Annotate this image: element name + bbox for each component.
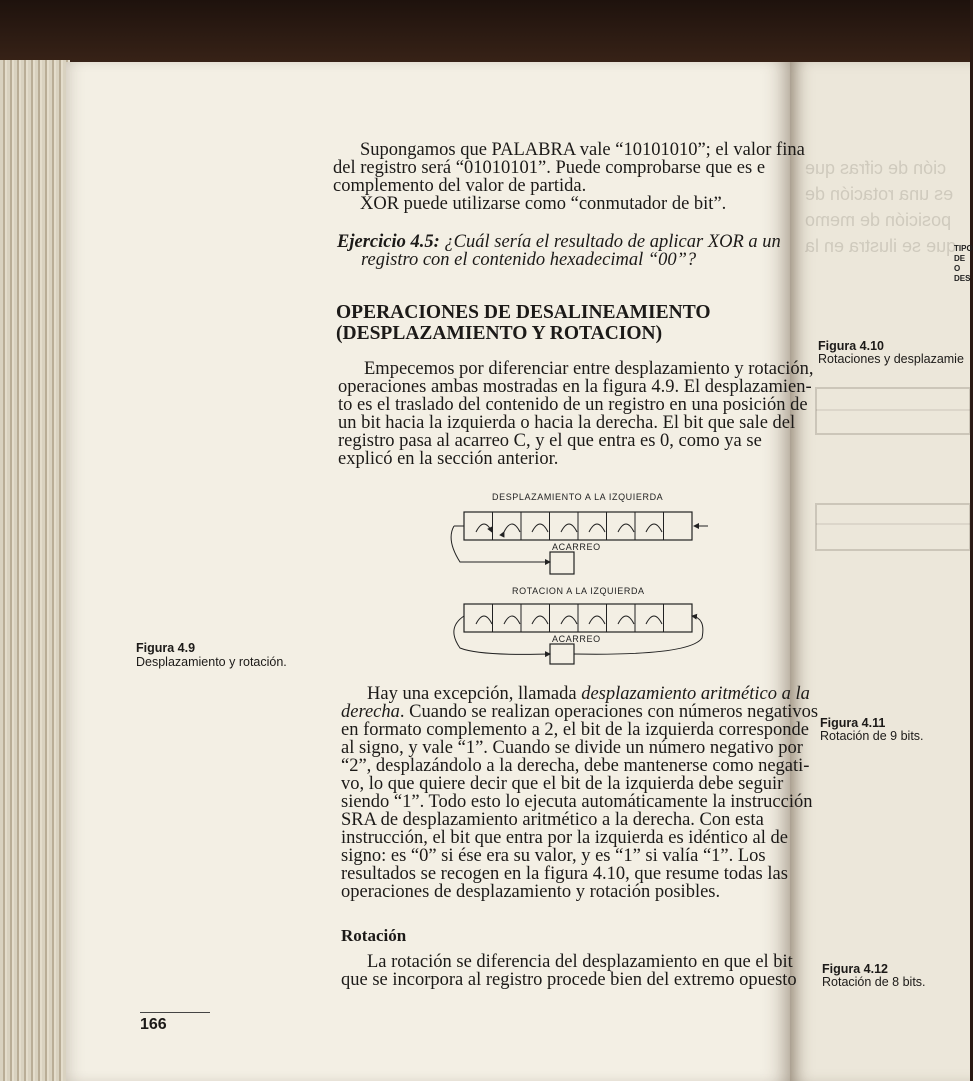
paragraph-3-line: en formato complemento a 2, el bit de la izquierda corresponde [341, 720, 809, 740]
exercise-label: Ejercicio 4.5: [337, 232, 440, 252]
paragraph-3-text: . Cuando se realizan operaciones con números negativos [399, 702, 819, 722]
rotate-diagram-title: ROTACION A LA IZQUIERDA [512, 586, 645, 596]
carry-label: ACARREO [552, 542, 601, 552]
paragraph-2-line: operaciones ambas mostradas en la figura 4.9. El desplazamien- [338, 377, 812, 397]
paragraph-2-line: un bit hacia la izquierda o hacia la derecha. El bit que sale del [338, 413, 796, 433]
paragraph-2-line: to es el traslado del contenido de un registro en una posición de [338, 395, 808, 415]
figure-4-9-caption: Desplazamiento y rotación. [136, 655, 287, 669]
section-heading: OPERACIONES DE DESALINEAMIENTO [336, 302, 711, 323]
show-through-text: es una rotación de [805, 184, 954, 204]
paragraph-2-line: registro pasa al acarreo C, y el que entra es 0, como ya se [338, 431, 762, 451]
paragraph-3-line: signo: es “0” si ése era su valor, y es “1” si valía “1”. Los [341, 846, 766, 866]
footer-rule [140, 1012, 210, 1013]
exercise-line-2: registro con el contenido hexadecimal “00”? [361, 250, 697, 270]
side-label-line: DES [954, 274, 971, 283]
figure-4-11-title: Figura 4.11 [820, 716, 886, 730]
paragraph-3-line: “2”, desplazándolo a la derecha, debe mantenerse como negati- [341, 756, 810, 776]
side-label-line: O [954, 264, 961, 273]
paragraph-1-line: Supongamos que PALABRA vale “10101010”; el valor fina [360, 140, 805, 160]
paragraph-1-line: complemento del valor de partida. [333, 176, 587, 196]
right-page-side-label [954, 244, 973, 284]
subheading-rotacion: Rotación [341, 926, 407, 945]
carry-label: ACARREO [552, 634, 601, 644]
paragraph-3-line: al signo, y vale “1”. Cuando se divide un número negativo por [341, 738, 803, 758]
book-page-edges [0, 60, 70, 1081]
figure-4-12-title: Figura 4.12 [822, 962, 888, 976]
paragraph-3-line: SRA de desplazamiento aritmético a la derecha. Con esta [341, 810, 764, 830]
paragraph-2-line: Empecemos por diferenciar entre desplazamiento y rotación, [364, 359, 814, 379]
paragraph-3-line [367, 685, 810, 704]
paragraph-3-line: operaciones de desplazamiento y rotación posibles. [341, 882, 721, 902]
show-through-text: ción de cifras que [805, 158, 947, 178]
paragraph-1-line: XOR puede utilizarse como “conmutador de bit”. [360, 194, 727, 214]
paragraph-3-italic: desplazamiento aritmético a la [581, 684, 810, 704]
exercise-question: ¿Cuál sería el resultado de aplicar XOR a un [444, 232, 781, 252]
figure-4-10-caption: Rotaciones y desplazamie [818, 352, 964, 366]
figure-4-10-title: Figura 4.10 [818, 339, 884, 353]
paragraph-3-line: instrucción, el bit que entra por la izquierda es idéntico al de [341, 828, 788, 848]
side-label-line: TIPO [954, 244, 973, 253]
paragraph-3-line: resultados se recogen en la figura 4.10, que resume todas las [341, 864, 788, 884]
side-label-line: DE [954, 254, 966, 263]
paragraph-3-text: Hay una excepción, llamada [367, 684, 582, 704]
shift-rotate-diagram [440, 488, 730, 668]
right-page-diagram-ghost [812, 370, 970, 560]
exercise-line [337, 233, 781, 252]
show-through-text: posición de memo [805, 210, 952, 230]
paragraph-3-line [341, 703, 818, 722]
paragraph-1-line: del registro será “01010101”. Puede comprobarse que es e [333, 158, 766, 178]
rotate-register [454, 604, 703, 664]
shift-register [451, 512, 708, 574]
paragraph-3-line: vo, lo que quiere decir que el bit de la izquierda debe seguir [341, 774, 784, 794]
paragraph-4-line: que se incorpora al registro procede bien del extremo opuesto [341, 970, 797, 990]
figure-4-9-title: Figura 4.9 [136, 641, 196, 655]
shift-diagram-title: DESPLAZAMIENTO A LA IZQUIERDA [492, 492, 664, 502]
figure-4-12-caption: Rotación de 8 bits. [822, 975, 926, 989]
figure-4-11-caption: Rotación de 9 bits. [820, 729, 924, 743]
paragraph-4-line: La rotación se diferencia del desplazamiento en que el bit [367, 952, 793, 972]
page-number: 166 [140, 1016, 167, 1033]
section-heading: (DESPLAZAMIENTO Y ROTACION) [336, 323, 663, 344]
paragraph-2-line: explicó en la sección anterior. [338, 449, 559, 469]
paragraph-3-line: siendo “1”. Todo esto lo ejecuta automáticamente la instrucción [341, 792, 813, 812]
paragraph-3-italic: derecha [341, 702, 400, 722]
scan-background [0, 0, 970, 70]
show-through-text: que se ilustra en la [805, 236, 957, 256]
